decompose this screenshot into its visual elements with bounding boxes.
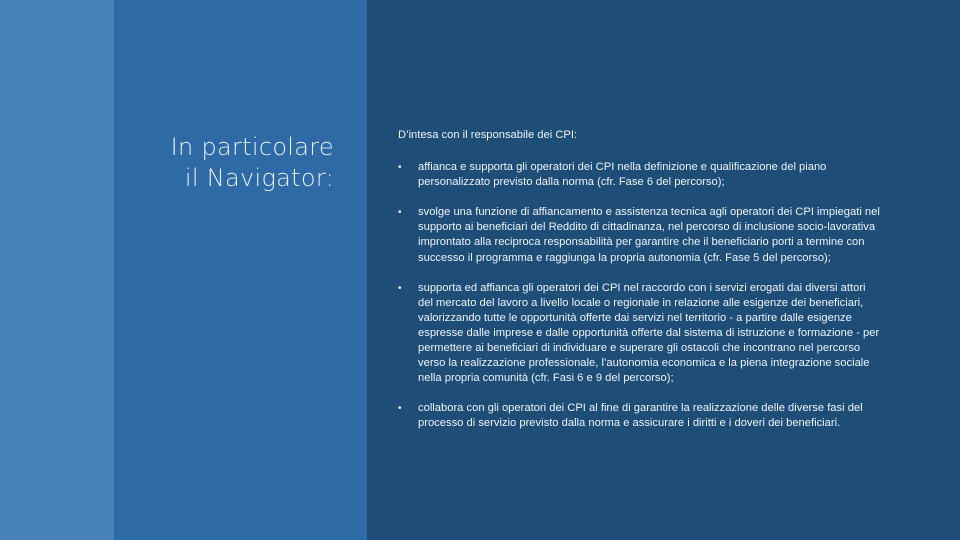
list-item-text: affianca e supporta gli operatori dei CPI nella definizione e qualificazione del piano personalizzato previsto dalla norma (cfr. Fase 6 del percorso); xyxy=(418,161,827,189)
bullet-icon: • xyxy=(398,403,402,415)
list-item xyxy=(398,205,882,265)
bullet-icon: • xyxy=(398,207,402,219)
bullet-icon: • xyxy=(398,282,402,294)
bullet-list xyxy=(398,160,882,431)
left-stripe xyxy=(0,0,114,540)
list-item-text: svolge una funzione di affiancamento e assistenza tecnica agli operatori dei CPI impiegati nel supporto ai beneficiari del Reddito di cittadinanza, nel percorso di inclusione socio-lavorativa improntato alla reciproca responsabilità per garantire che il beneficiario porti a termine con successo il programma e raggiunga la propria autonomia (cfr. Fase 5 del percorso); xyxy=(418,206,880,264)
list-item xyxy=(398,281,882,387)
intro-text: D’intesa con il responsabile dei CPI: xyxy=(398,129,578,141)
list-item xyxy=(398,401,882,431)
list-item-text: supporta ed affianca gli operatori dei CPI nel raccordo con i servizi erogati dai diversi attori del mercato del lavoro a livello locale o regionale in relazione alle esigenze dei beneficiari, valorizzando tutte le opportunità offerte dai servizi nel territorio - a partire dalle esigenze espresse dalle imprese e dalle opportunità offerte dal sistema di istruzione e formazione - per permettere ai beneficiari di individuare e superare gli ostacoli che incontrano nel percorso verso la realizzazione professionale, l’autonomia economica e la piena integrazione sociale nella propria comunità (cfr. Fasi 6 e 9 del percorso); xyxy=(418,281,880,385)
list-item-text: collabora con gli operatori dei CPI al fine di garantire la realizzazione delle diverse fasi del processo di servizio previsto dalla norma e assicurare i diritti e i doveri dei beneficiari. xyxy=(418,402,863,430)
bullet-icon: • xyxy=(398,162,402,174)
slide-title-line-1: In particolare xyxy=(170,133,334,161)
slide-title-line-2: il Navigator: xyxy=(184,164,334,192)
middle-stripe xyxy=(114,0,367,540)
list-item xyxy=(398,160,882,190)
body-text xyxy=(398,128,882,447)
slide-title xyxy=(171,132,334,194)
